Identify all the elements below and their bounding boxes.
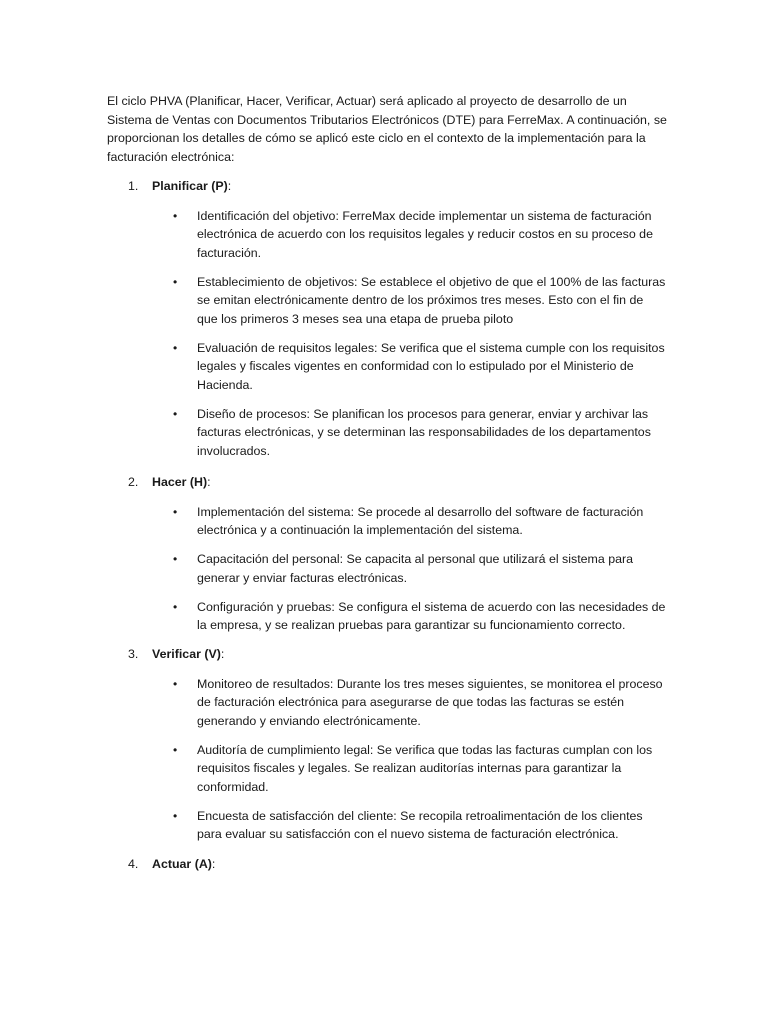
- section-number: 3.: [128, 647, 139, 661]
- bullet-list: [107, 675, 667, 844]
- list-item: [107, 675, 667, 731]
- bullet-icon: •: [173, 742, 178, 757]
- list-item: [107, 741, 667, 797]
- bullet-icon: •: [173, 340, 178, 355]
- section-heading: [107, 645, 667, 664]
- section-colon: :: [220, 647, 225, 661]
- section-colon: :: [207, 475, 211, 489]
- section-title-text: Actuar (A): [152, 857, 212, 871]
- list-item-text: Auditoría de cumplimiento legal: Se verifica que todas las facturas cumplan con los requisitos fiscales y legales. Se realizan auditorías internas para garantizar la conformidad.: [197, 742, 653, 794]
- section-title: [152, 855, 215, 874]
- list-item: [107, 807, 667, 844]
- section-verificar: [107, 645, 667, 844]
- list-item-text: Diseño de procesos: Se planifican los procesos para generar, enviar y archivar las facturas electrónicas, y se determinan las responsabilidades de los departamentos involucrados.: [197, 406, 651, 458]
- bullet-icon: •: [173, 599, 178, 614]
- bullet-icon: •: [173, 552, 178, 566]
- section-colon: :: [211, 857, 216, 871]
- intro-paragraph: El ciclo PHVA (Planificar, Hacer, Verificar, Actuar) será aplicado al proyecto de desarrollo de un Sistema de Ventas con Documentos Tributarios Electrónicos (DTE) para FerreMax. A continuación, se proporcionan los detalles de cómo se aplicó este ciclo en el contexto de la implementación para la facturación electrónica:: [107, 94, 667, 164]
- list-item-text: Identificación del objetivo: FerreMax decide implementar un sistema de facturación electrónica de acuerdo con los requisitos legales y reducir costos en su proceso de facturación.: [197, 208, 653, 260]
- section-heading: [107, 473, 667, 492]
- bullet-list: [107, 207, 667, 461]
- bullet-icon: •: [173, 274, 178, 289]
- section-planificar: [107, 177, 667, 460]
- section-title-text: Hacer (H): [152, 475, 208, 489]
- list-item: [107, 503, 667, 540]
- section-title-text: Verificar (V): [152, 647, 221, 661]
- list-item: [107, 339, 667, 395]
- section-title: [152, 177, 231, 196]
- section-title: [152, 645, 224, 664]
- list-item: [107, 598, 667, 635]
- section-colon: :: [227, 179, 232, 193]
- bullet-icon: •: [173, 406, 178, 421]
- bullet-list: [107, 503, 667, 635]
- section-number: 4.: [128, 857, 139, 871]
- list-item-text: Encuesta de satisfacción del cliente: Se recopila retroalimentación de los clientes para evaluar su satisfacción con el nuevo sistema de facturación electrónica.: [197, 808, 643, 841]
- bullet-icon: •: [173, 808, 178, 823]
- bullet-icon: •: [173, 676, 178, 691]
- list-item-text: Capacitación del personal: Se capacita al personal que utilizará el sistema para generar y enviar facturas electrónicas.: [197, 552, 633, 585]
- list-item: [107, 550, 667, 587]
- section-hacer: [107, 473, 667, 635]
- list-item-text: Establecimiento de objetivos: Se establece el objetivo de que el 100% de las facturas se emitan electrónicamente dentro de los próximos tres meses. Esto con el fin de que los primeros 3 meses sea una etapa de prueba piloto: [197, 274, 666, 326]
- list-item: [107, 273, 667, 329]
- list-item: [107, 405, 667, 461]
- section-actuar: [107, 855, 667, 874]
- list-item-text: Evaluación de requisitos legales: Se verifica que el sistema cumple con los requisitos legales y fiscales vigentes en conformidad con lo estipulado por el Ministerio de Hacienda.: [197, 340, 665, 392]
- list-item-text: Monitoreo de resultados: Durante los tres meses siguientes, se monitorea el proceso de facturación electrónica para asegurarse de que todas las facturas se estén generando y enviando electrónicamente.: [197, 676, 663, 728]
- bullet-icon: •: [173, 504, 178, 519]
- section-number: 1.: [128, 179, 139, 193]
- list-item-text: Configuración y pruebas: Se configura el sistema de acuerdo con las necesidades de la empresa, y se realizan pruebas para garantizar su funcionamiento correcto.: [197, 599, 666, 632]
- bullet-icon: •: [173, 208, 178, 223]
- section-title: [152, 473, 211, 492]
- section-heading: [107, 855, 667, 874]
- section-title-text: Planificar (P): [152, 179, 228, 193]
- list-item-text: Implementación del sistema: Se procede al desarrollo del software de facturación electrónica y a continuación la implementación del sistema.: [197, 504, 644, 537]
- list-item: [107, 207, 667, 263]
- section-number: 2.: [128, 475, 139, 489]
- section-heading: [107, 177, 667, 196]
